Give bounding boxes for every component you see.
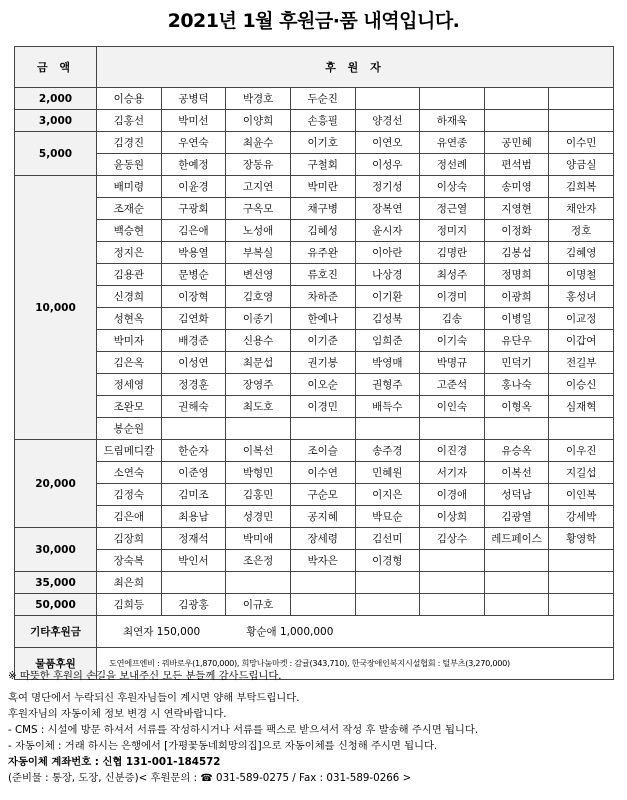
donor-cell: 유단우 [484, 330, 549, 352]
donor-cell: 조이슬 [290, 440, 355, 462]
donor-cell: 레드페이스 [484, 528, 549, 550]
donor-cell [484, 550, 549, 572]
table-row [15, 330, 614, 352]
amount-cell: 5,000 [15, 132, 97, 176]
donor-cell: 채구병 [290, 198, 355, 220]
donor-cell: 김연화 [161, 308, 226, 330]
donor-cell: 최윤수 [226, 132, 291, 154]
donor-cell: 양금실 [549, 154, 614, 176]
auto-transfer-note: - 자동이체 : 거래 하시는 은행에서 [가평꽃동네희망의집]으로 자동이체를 신청해 주시면 됩니다. [8, 740, 438, 752]
donor-cell: 이교정 [549, 308, 614, 330]
donor-cell: 김홍선 [97, 110, 162, 132]
donor-cell: 이성연 [161, 352, 226, 374]
table-row [15, 264, 614, 286]
contact-line [8, 770, 620, 787]
table-row [15, 396, 614, 418]
donor-cell: 한예나 [290, 308, 355, 330]
donor-cell: 이연오 [355, 132, 420, 154]
donor-cell: 이우진 [549, 440, 614, 462]
donor-cell: 서기자 [420, 462, 485, 484]
donor-cell: 이경애 [420, 484, 485, 506]
donor-cell [484, 572, 549, 594]
donor-cell: 정미지 [420, 220, 485, 242]
donor-cell: 이경형 [355, 550, 420, 572]
table-row [15, 198, 614, 220]
donor-cell: 장영주 [226, 374, 291, 396]
donor-cell: 정재석 [161, 528, 226, 550]
table-row [15, 374, 614, 396]
donor-cell: 이수민 [549, 132, 614, 154]
table-row [15, 88, 614, 110]
donor-cell: 봉순원 [97, 418, 162, 440]
donor-cell [355, 572, 420, 594]
donor-cell: 이종기 [226, 308, 291, 330]
donor-cell: 박영매 [355, 352, 420, 374]
donor-cell: 우연숙 [161, 132, 226, 154]
donor-cell [355, 594, 420, 616]
donor-cell: 김광열 [484, 506, 549, 528]
header-amount: 금 액 [15, 47, 97, 88]
other-donation-entry: 황순애 1,000,000 [246, 626, 334, 638]
donor-cell: 김은애 [97, 506, 162, 528]
table-row [15, 506, 614, 528]
donor-cell: 박미선 [161, 110, 226, 132]
donor-cell [290, 418, 355, 440]
donor-cell: 성현옥 [97, 308, 162, 330]
donor-cell: 구옥모 [226, 198, 291, 220]
donor-cell: 박명규 [420, 352, 485, 374]
amount-cell: 20,000 [15, 440, 97, 528]
amount-cell: 50,000 [15, 594, 97, 616]
donor-cell: 김희복 [549, 176, 614, 198]
donor-cell: 이경미 [420, 286, 485, 308]
donor-cell [355, 88, 420, 110]
donor-cell [290, 594, 355, 616]
table-row [15, 594, 614, 616]
donor-cell: 김홍민 [226, 484, 291, 506]
donor-cell [161, 572, 226, 594]
amount-cell: 30,000 [15, 528, 97, 572]
donor-cell: 차하준 [290, 286, 355, 308]
donor-cell: 편석범 [484, 154, 549, 176]
table-row [15, 352, 614, 374]
donor-cell: 부복실 [226, 242, 291, 264]
donor-cell: 조재순 [97, 198, 162, 220]
donor-cell: 정기성 [355, 176, 420, 198]
donor-cell: 김희등 [97, 594, 162, 616]
donor-cell: 최문섭 [226, 352, 291, 374]
donor-cell: 이성우 [355, 154, 420, 176]
donor-cell: 신경희 [97, 286, 162, 308]
donor-cell: 이병일 [484, 308, 549, 330]
table-row [15, 418, 614, 440]
donor-cell: 소연숙 [97, 462, 162, 484]
donor-cell [226, 418, 291, 440]
table-header-row [15, 47, 614, 88]
donor-cell: 이상희 [420, 506, 485, 528]
table-row [15, 154, 614, 176]
donor-cell: 임희준 [355, 330, 420, 352]
donor-cell: 정지은 [97, 242, 162, 264]
donor-cell: 유승옥 [484, 440, 549, 462]
auto-change-note: 후원자님의 자동이체 정보 변경 시 연락바랍니다. [8, 708, 227, 720]
donor-cell [420, 88, 485, 110]
cms-note: - CMS : 시설에 방문 하셔서 서류를 작성하시거나 서류를 팩스로 받으셔서 작성 후 발송해 주시면 됩니다. [8, 724, 479, 736]
donor-cell: 박인서 [161, 550, 226, 572]
donor-cell: 고지연 [226, 176, 291, 198]
donor-cell: 이수연 [290, 462, 355, 484]
amount-cell: 2,000 [15, 88, 97, 110]
donor-cell: 김혜성 [290, 220, 355, 242]
donor-cell: 홍성녀 [549, 286, 614, 308]
donor-cell: 이경민 [290, 396, 355, 418]
donor-cell: 정명희 [484, 264, 549, 286]
donor-cell [549, 418, 614, 440]
donor-cell: 윤시자 [355, 220, 420, 242]
donor-cell [226, 572, 291, 594]
donor-cell: 이기준 [290, 330, 355, 352]
table-row [15, 440, 614, 462]
amount-cell: 3,000 [15, 110, 97, 132]
table-row [15, 528, 614, 550]
other-donation-row [15, 616, 614, 648]
donor-cell: 박미란 [290, 176, 355, 198]
donor-cell: 성경민 [226, 506, 291, 528]
donor-cell: 김경진 [97, 132, 162, 154]
donor-cell: 유주완 [290, 242, 355, 264]
donor-cell [549, 88, 614, 110]
donor-cell [484, 418, 549, 440]
table-row [15, 484, 614, 506]
donor-cell: 손흥필 [290, 110, 355, 132]
donor-cell: 장동유 [226, 154, 291, 176]
donor-cell: 권해숙 [161, 396, 226, 418]
donor-cell: 박미자 [97, 330, 162, 352]
donor-cell: 성덕남 [484, 484, 549, 506]
goods-donation-label: 물품후원 [15, 648, 97, 680]
donor-cell: 이승신 [549, 374, 614, 396]
donor-cell: 김상수 [420, 528, 485, 550]
donor-cell [420, 572, 485, 594]
donor-cell: 최은희 [97, 572, 162, 594]
donor-cell: 드림메디칼 [97, 440, 162, 462]
donor-cell: 김용관 [97, 264, 162, 286]
donor-cell: 공병덕 [161, 88, 226, 110]
table-row [15, 286, 614, 308]
donor-cell: 이준영 [161, 462, 226, 484]
donor-cell: 민덕기 [484, 352, 549, 374]
donor-cell: 이상숙 [420, 176, 485, 198]
donor-cell: 이기호 [290, 132, 355, 154]
donor-cell: 이정화 [484, 220, 549, 242]
donor-cell: 최성주 [420, 264, 485, 286]
table-row [15, 132, 614, 154]
donor-cell: 이형옥 [484, 396, 549, 418]
donor-cell: 김송 [420, 308, 485, 330]
donor-cell: 조완모 [97, 396, 162, 418]
account-number: 자동이체 계좌번호 : 신협 131-001-184572 [8, 756, 221, 768]
donor-cell: 한예정 [161, 154, 226, 176]
donor-cell: 고준석 [420, 374, 485, 396]
donor-cell: 권형주 [355, 374, 420, 396]
other-donation-entries [97, 616, 614, 648]
donor-cell [161, 418, 226, 440]
donor-cell: 송미영 [484, 176, 549, 198]
amount-cell: 35,000 [15, 572, 97, 594]
donor-cell: 홍나숙 [484, 374, 549, 396]
donor-cell: 최도호 [226, 396, 291, 418]
donor-cell [420, 594, 485, 616]
donor-cell: 박미애 [226, 528, 291, 550]
donor-cell: 나상경 [355, 264, 420, 286]
donor-cell: 이진경 [420, 440, 485, 462]
donation-table [14, 46, 614, 680]
other-donation-label: 기타후원금 [15, 616, 97, 648]
donor-cell [420, 418, 485, 440]
donor-cell: 이규호 [226, 594, 291, 616]
donor-cell: 김성북 [355, 308, 420, 330]
donor-cell: 장숙복 [97, 550, 162, 572]
table-row [15, 462, 614, 484]
donor-cell: 박자은 [290, 550, 355, 572]
donor-cell: 한순자 [161, 440, 226, 462]
donor-cell: 정경훈 [161, 374, 226, 396]
donor-cell [355, 418, 420, 440]
notes-section [8, 668, 620, 787]
donor-cell: 장복연 [355, 198, 420, 220]
donor-cell: 송주경 [355, 440, 420, 462]
table-row [15, 110, 614, 132]
donor-cell: 류호진 [290, 264, 355, 286]
donor-cell: 공지혜 [290, 506, 355, 528]
donor-cell: 지영현 [484, 198, 549, 220]
donor-cell: 지길섭 [549, 462, 614, 484]
donor-cell: 이광희 [484, 286, 549, 308]
donor-cell: 김은옥 [97, 352, 162, 374]
donor-cell: 이지은 [355, 484, 420, 506]
contact-prefix: (준비물 : 통장, 도장, 신분증)< 후원문의 : [8, 772, 201, 784]
donor-cell: 이인숙 [420, 396, 485, 418]
donor-cell: 박형민 [226, 462, 291, 484]
donor-cell [549, 550, 614, 572]
donor-cell: 정선례 [420, 154, 485, 176]
donor-cell: 김은애 [161, 220, 226, 242]
donor-cell: 배경준 [161, 330, 226, 352]
donor-cell: 유연종 [420, 132, 485, 154]
donor-cell: 김장희 [97, 528, 162, 550]
table-row [15, 242, 614, 264]
donor-cell: 이승용 [97, 88, 162, 110]
donor-cell: 민혜원 [355, 462, 420, 484]
donor-cell: 백승현 [97, 220, 162, 242]
donor-cell: 두순진 [290, 88, 355, 110]
donor-cell [484, 88, 549, 110]
donor-cell: 신용수 [226, 330, 291, 352]
donor-cell: 이기환 [355, 286, 420, 308]
donor-cell: 이윤경 [161, 176, 226, 198]
donor-cell: 이기숙 [420, 330, 485, 352]
donor-cell: 이복선 [226, 440, 291, 462]
donor-cell: 황영학 [549, 528, 614, 550]
donor-cell: 이복선 [484, 462, 549, 484]
donor-cell: 정호 [549, 220, 614, 242]
donor-cell: 구철회 [290, 154, 355, 176]
donor-cell: 변선영 [226, 264, 291, 286]
donor-cell: 이양희 [226, 110, 291, 132]
donor-cell: 구순모 [290, 484, 355, 506]
donor-cell: 배득수 [355, 396, 420, 418]
donor-cell: 권기봉 [290, 352, 355, 374]
donor-cell [549, 594, 614, 616]
donor-cell: 심재혁 [549, 396, 614, 418]
omission-note: 혹여 명단에서 누락되신 후원자님들이 계시면 양해 부탁드립니다. [8, 692, 300, 704]
other-donation-entry: 최연자 150,000 [123, 626, 201, 638]
donor-cell: 전길부 [549, 352, 614, 374]
donor-cell [484, 110, 549, 132]
donor-cell: 김광홍 [161, 594, 226, 616]
donor-cell: 이명철 [549, 264, 614, 286]
page-title: 2021년 1월 후원금·품 내역입니다. [167, 10, 460, 32]
donor-cell: 윤동원 [97, 154, 162, 176]
donor-cell: 정근열 [420, 198, 485, 220]
donor-cell: 박용열 [161, 242, 226, 264]
donor-cell [484, 594, 549, 616]
donor-cell: 공민혜 [484, 132, 549, 154]
header-donors: 후 원 자 [97, 47, 614, 88]
contact-numbers: 031-589-0275 / Fax : 031-589-0266 > [212, 772, 412, 784]
donor-cell: 최용남 [161, 506, 226, 528]
donor-cell: 박묘순 [355, 506, 420, 528]
donor-cell: 김혜영 [549, 242, 614, 264]
table-row [15, 176, 614, 198]
goods-donation-text: 도연에프엔비 : 꿔바로우(1,870,000), 희망나눔마켓 : 감귤(343,710), 한국장애인복지시설협회 : 털부츠(3,270,000) [97, 648, 614, 680]
donor-cell: 강세박 [549, 506, 614, 528]
table-row [15, 550, 614, 572]
table-row [15, 308, 614, 330]
donor-cell: 박경호 [226, 88, 291, 110]
donor-cell [549, 572, 614, 594]
table-row [15, 572, 614, 594]
donor-cell: 이갑여 [549, 330, 614, 352]
donor-cell: 장세령 [290, 528, 355, 550]
donor-cell: 노성애 [226, 220, 291, 242]
table-row [15, 220, 614, 242]
donor-cell: 김미조 [161, 484, 226, 506]
donor-cell [290, 572, 355, 594]
donor-cell [549, 110, 614, 132]
donor-cell: 김선미 [355, 528, 420, 550]
donor-cell: 김호영 [226, 286, 291, 308]
donor-cell: 하재욱 [420, 110, 485, 132]
amount-cell: 10,000 [15, 176, 97, 440]
donor-cell: 김명란 [420, 242, 485, 264]
donor-cell: 채안자 [549, 198, 614, 220]
donor-cell: 정세영 [97, 374, 162, 396]
donor-cell: 문병순 [161, 264, 226, 286]
thanks-note: ※ 따뜻한 후원의 손길을 보내주신 모든 분들께 감사드립니다. [8, 670, 282, 682]
donor-cell: 배미령 [97, 176, 162, 198]
donor-cell: 이장혁 [161, 286, 226, 308]
donor-cell: 이인복 [549, 484, 614, 506]
donor-cell: 구광회 [161, 198, 226, 220]
donor-cell [420, 550, 485, 572]
donor-cell: 이아란 [355, 242, 420, 264]
donor-cell: 이오순 [290, 374, 355, 396]
donor-cell: 조은정 [226, 550, 291, 572]
donor-cell: 김봉섭 [484, 242, 549, 264]
phone-icon: ☎ [200, 773, 213, 784]
donor-cell: 김정숙 [97, 484, 162, 506]
donor-cell: 양경선 [355, 110, 420, 132]
